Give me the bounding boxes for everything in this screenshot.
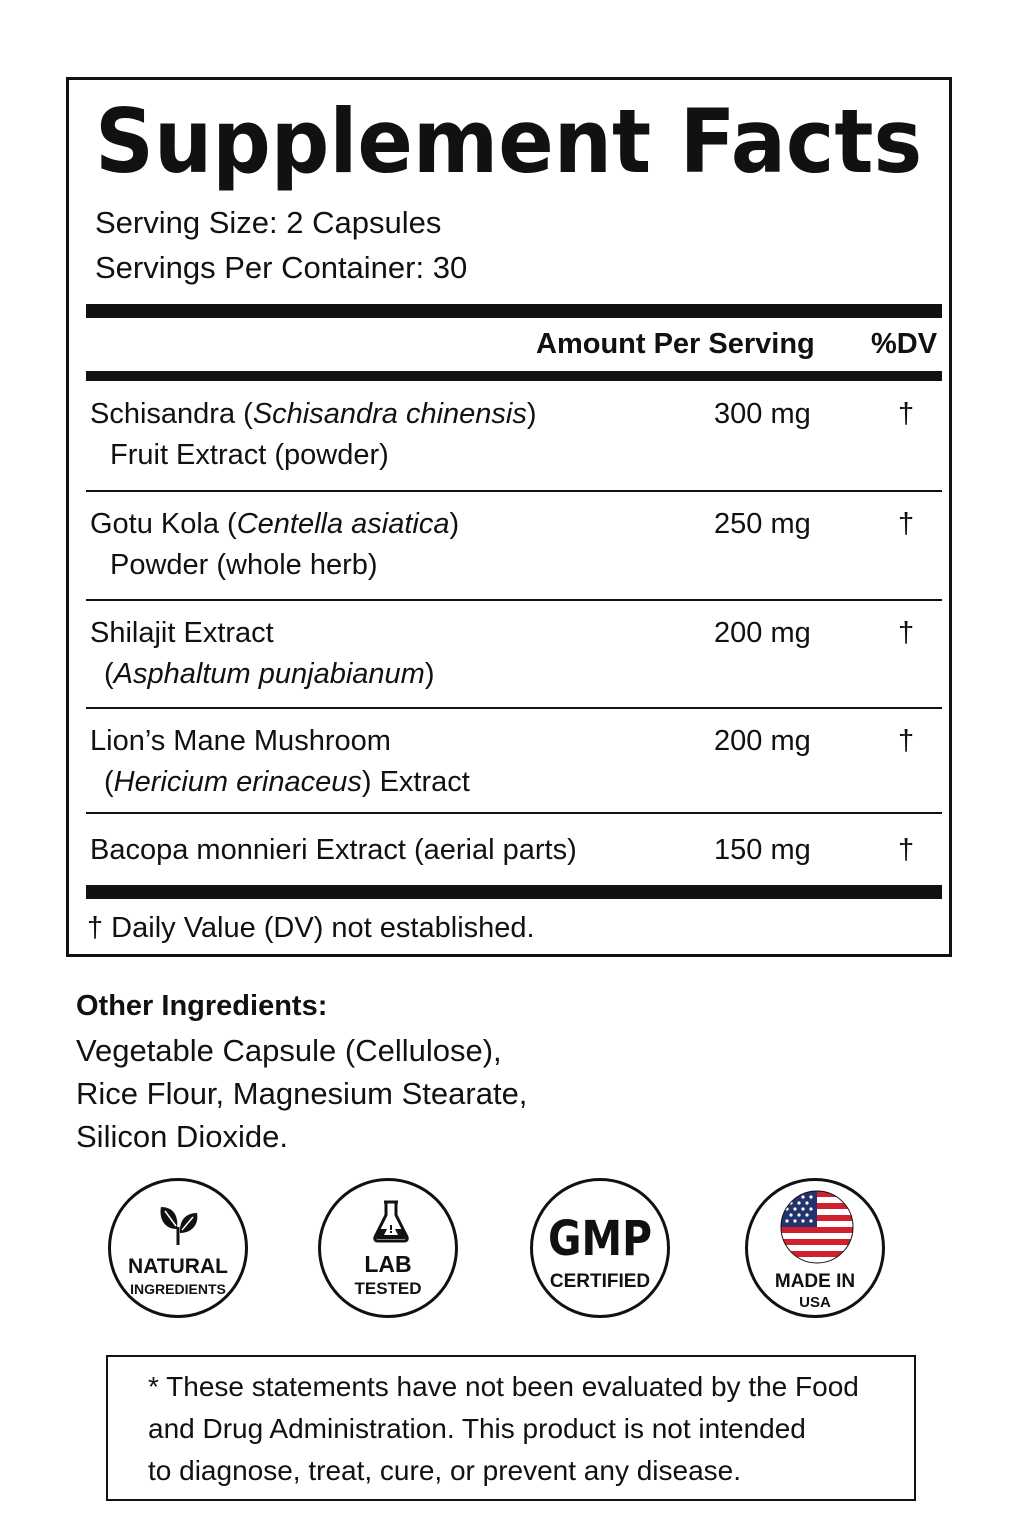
- badge-line1: GMP: [548, 1211, 652, 1267]
- ingredient-name: Bacopa monnieri Extract (aerial parts): [90, 834, 577, 866]
- badge-gmp-certified: [530, 1178, 670, 1318]
- detail-text: ) Extract: [361, 766, 470, 798]
- ingredient-name: [90, 394, 537, 476]
- thick-rule-bottom: [86, 885, 942, 899]
- serving-size: Serving Size: 2 Capsules: [95, 205, 442, 240]
- thick-rule-top: [86, 304, 942, 318]
- detail-text: Fruit Extract (powder): [110, 439, 389, 471]
- ingredient-dv: †: [898, 725, 915, 757]
- row-divider: [86, 812, 942, 814]
- leaf-icon: [157, 1201, 201, 1247]
- badge-line1: MADE IN: [774, 1271, 856, 1292]
- latin-name: Schisandra chinensis: [252, 398, 527, 430]
- ingredient-amount: 300 mg: [714, 398, 811, 430]
- detail-text: (: [104, 658, 114, 690]
- name-text: ): [449, 508, 460, 540]
- ingredient-detail: [90, 435, 537, 476]
- name-text: Schisandra (: [90, 398, 253, 430]
- column-header-amount: Amount Per Serving: [536, 328, 815, 360]
- ingredient-dv: †: [898, 398, 915, 430]
- ingredient-dv: †: [898, 617, 915, 649]
- badge-line2: INGREDIENTS: [130, 1281, 226, 1297]
- dv-footnote: † Daily Value (DV) not established.: [87, 912, 535, 944]
- ingredient-name: [90, 504, 459, 586]
- ingredient-dv: †: [898, 508, 915, 540]
- name-text: ): [526, 398, 537, 430]
- ingredient-amount: 200 mg: [714, 725, 811, 757]
- latin-name: Hericium erinaceus: [113, 766, 362, 798]
- latin-name: Asphaltum punjabianum: [113, 658, 425, 690]
- name-text: Lion’s Mane Mushroom: [90, 725, 391, 757]
- badge-made-in-usa: [745, 1178, 885, 1318]
- badge-line2: USA: [799, 1294, 831, 1311]
- ingredient-detail: [90, 545, 459, 586]
- servings-per-container: Servings Per Container: 30: [95, 250, 468, 285]
- thick-rule-header: [86, 371, 942, 381]
- badge-line2: CERTIFIED: [549, 1271, 651, 1292]
- supplement-facts-panel: [66, 77, 952, 957]
- ingredient-detail: [90, 654, 435, 695]
- row-divider: [86, 599, 942, 601]
- fda-disclaimer-box: [106, 1355, 916, 1501]
- badge-line2: TESTED: [354, 1279, 422, 1298]
- ingredient-amount: 250 mg: [714, 508, 811, 540]
- detail-text: (: [104, 766, 114, 798]
- detail-text: ): [424, 658, 435, 690]
- other-ingredients-line: Rice Flour, Magnesium Stearate,: [76, 1076, 528, 1111]
- ingredient-amount: 200 mg: [714, 617, 811, 649]
- us-flag-icon: [779, 1189, 855, 1265]
- disclaimer-line: and Drug Administration. This product is not intended: [148, 1413, 806, 1444]
- row-divider: [86, 490, 942, 492]
- badge-lab-tested: [318, 1178, 458, 1318]
- badge-line1: LAB: [364, 1251, 412, 1277]
- flask-icon: [371, 1199, 411, 1243]
- other-ingredients-title: Other Ingredients:: [76, 990, 328, 1022]
- other-ingredients-line: Vegetable Capsule (Cellulose),: [76, 1033, 502, 1068]
- row-divider: [86, 707, 942, 709]
- badge-line1: NATURAL: [128, 1255, 228, 1278]
- ingredient-name: [90, 613, 435, 695]
- ingredient-dv: †: [898, 834, 915, 866]
- other-ingredients-line: Silicon Dioxide.: [76, 1119, 288, 1154]
- ingredient-name: [90, 721, 470, 803]
- ingredient-detail: [90, 762, 470, 803]
- latin-name: Centella asiatica: [236, 508, 450, 540]
- ingredient-amount: 150 mg: [714, 834, 811, 866]
- column-header-dv: %DV: [871, 328, 938, 360]
- disclaimer-line: * These statements have not been evaluated by the Food: [148, 1371, 859, 1402]
- badge-natural-ingredients: [108, 1178, 248, 1318]
- detail-text: Powder (whole herb): [110, 549, 378, 581]
- name-text: Shilajit Extract: [90, 617, 274, 649]
- name-text: Gotu Kola (: [90, 508, 237, 540]
- disclaimer-line: to diagnose, treat, cure, or prevent any disease.: [148, 1455, 742, 1486]
- panel-title: Supplement Facts: [95, 90, 923, 193]
